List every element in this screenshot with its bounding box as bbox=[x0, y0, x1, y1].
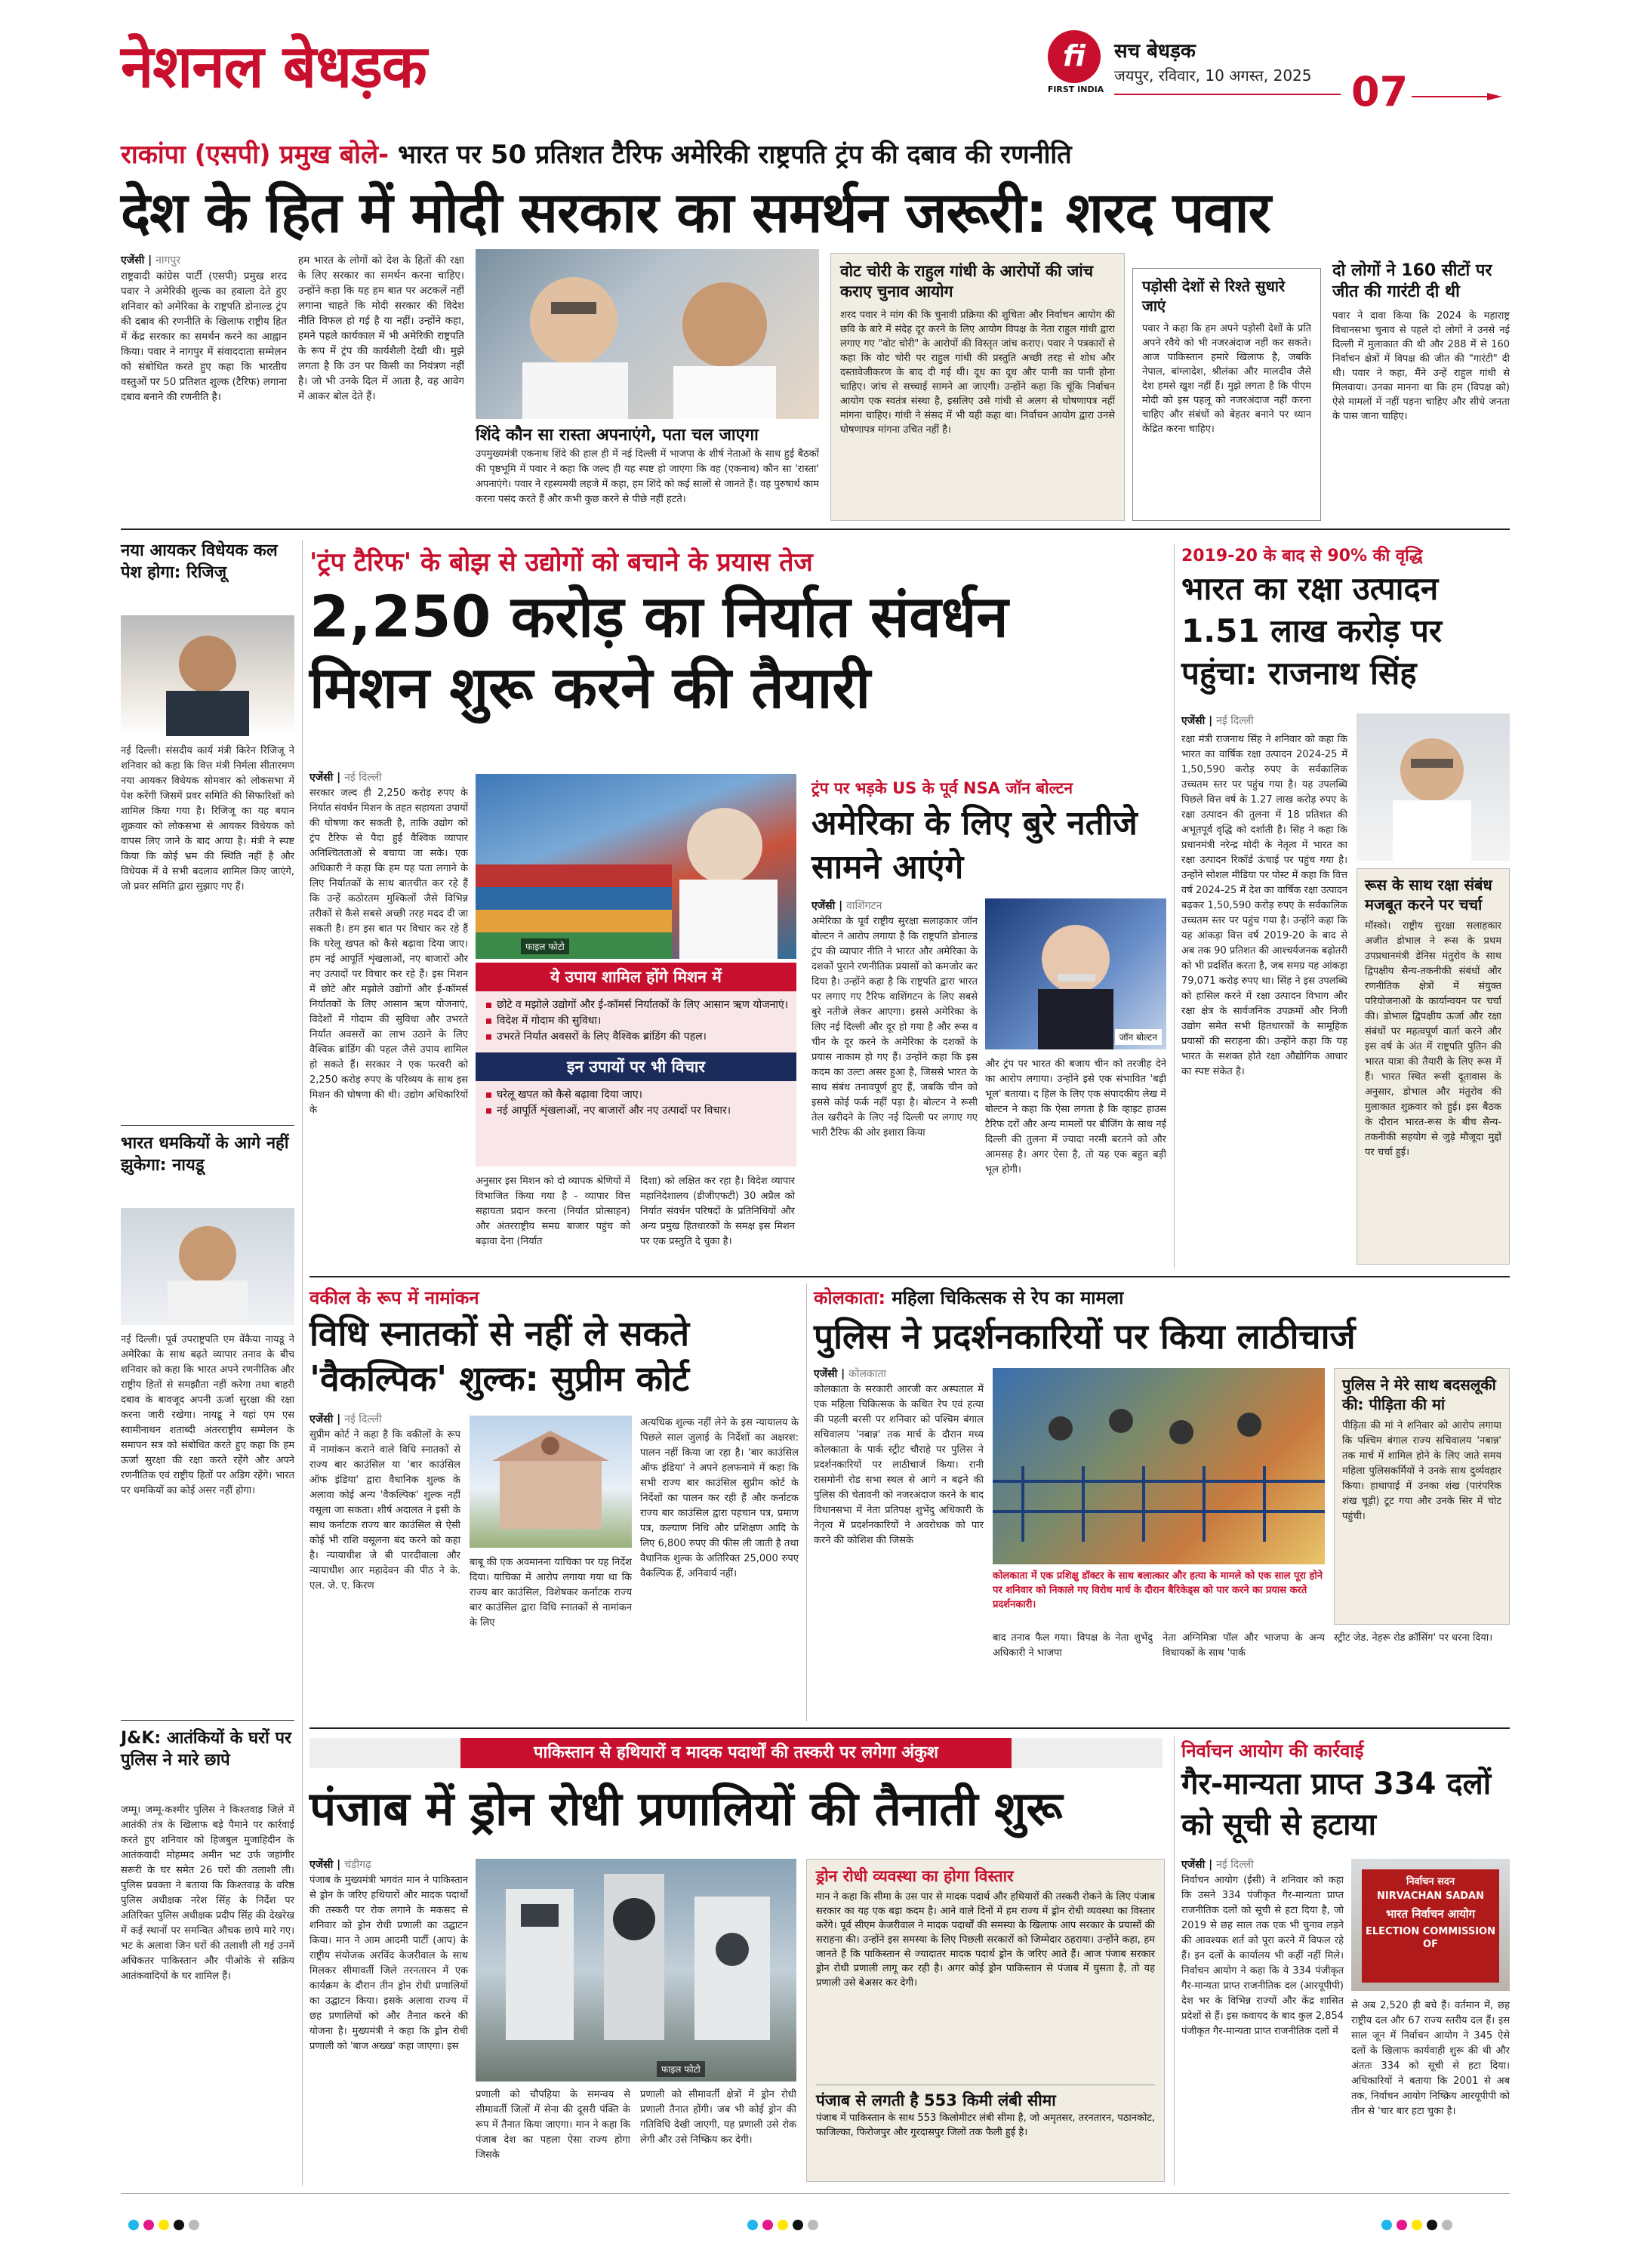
mother-title: पुलिस ने मेरे साथ बदसलूकी की: पीड़िता की मां bbox=[1342, 1376, 1496, 1413]
kolkata-col1: एजेंसी | कोलकाता कोलकाता के सरकारी आरजी कर अस्पताल में एक महिला चिकित्सक के कथित रेप एवं हत्या की पहली बरसी पर शनिवार को पश्चिम बंगाल सचिवालय 'नबान्न' तक मार्च के दौरान मध्य कोलकाता के पार्क स्ट्रीट चौराहे पर पुलिस ने प्रदर्शनकारियों पर लाठीचार्ज किया। रानी रासमोनी रोड सभा स्थल से आगे न बढ़ने की पुलिस की चेतावनी को नजरअंदाज करने के बाद विधानसभा में नेता प्रतिपक्ष शुभेंदु अधिकारी के नेतृत्व में प्रदर्शनकारियों ने अवरोधक को पार करने की कोशिश की जिसके bbox=[814, 1367, 984, 1721]
guarantee-box bbox=[1332, 260, 1510, 521]
lead-kicker-red: राकांपा (एसपी) प्रमुख बोले- bbox=[121, 140, 390, 170]
lead-col2-text: हम भारत के लोगों को देश के हितों की रक्षा के लिए सरकार का समर्थन करना चाहिए। उन्होंने कहा कि यह हम बात पर अटकलें नहीं लगाना चाहते कि मोदी सरकार की विदेश नीति विफल हो गई है या नहीं। उन्होंने कहा, हमने पहले कार्यकाल में भी अमेरिकी राष्ट्रपति के रूप में ट्रंप की कार्यशैली देखी थी। मुझे लगता है कि उन पर किसी का नियंत्रण नहीं है। जो भी उनके दिल में आता है, वह आवेग में आकर बोल देते हैं। bbox=[298, 254, 464, 402]
ec-col2: से अब 2,520 ही बचे हैं। वर्तमान में, छह राष्ट्रीय दल और 67 राज्य स्तरीय दल हैं। इस साल जून में निर्वाचन आयोग ने 345 ऐसे दलों के खिलाफ कार्यवाही शुरू की थी और अंततः 334 को सूची से हटा दिया। अधिकारियों ने बताया कि 2001 से अब तक, निर्वाचन आयोग निष्क्रिय आरयूपीपी को तीन से 'चार बार हटा चुका है। bbox=[1351, 2000, 1510, 2117]
measures-list-2 bbox=[476, 1081, 796, 1125]
shinde-text: उपमुख्यमंत्री एकनाथ शिंदे की हाल ही में नई दिल्ली में भाजपा के शीर्ष नेताओं के साथ हुई बैठकों की पृष्ठभूमि में पवार ने कहा कि जल्द ही यह स्पष्ट हो जाएगा कि वह (एकनाथ) कौन सा 'रास्ता' अपनाएंगे। पवार ने रहस्यमयी लहजे में कहा, हम शिंदे को कई सालों से जानते हैं। वह पुरुषार्थ काम करना पसंद करते हैं और कभी कुछ करने से पीछे नहीं हटते। bbox=[476, 448, 819, 505]
lead-kicker bbox=[121, 136, 1510, 171]
rajnath-col1: एजेंसी | नई दिल्ली bbox=[1181, 715, 1254, 727]
ec-sign-l5: OF bbox=[1423, 1939, 1438, 1950]
mid-divider bbox=[309, 1276, 1510, 1277]
drone-expansion-box bbox=[806, 1859, 1165, 2182]
pawar-photo-art bbox=[476, 249, 819, 419]
dateline-place: नई दिल्ली bbox=[344, 1413, 382, 1425]
left2-text: नई दिल्ली। पूर्व उपराष्ट्रपति एम वेंकैया नायडू ने अमेरिका के साथ बढ़ते व्यापार तनाव के बीच शनिवार को कहा कि भारत अपने रणनीतिक और राष्ट्रीय हितों से समझौता नहीं करेगा तथा बाहरी दबाव के बावजूद अपनी ऊर्जा सुरक्षा की रक्षा करना जारी रखेगा। नायडू ने यहां एम एस स्वामीनाथन शताब्दी अंतरराष्ट्रीय सम्मेलन के समापन सत्र को संबोधित करते हुए कहा कि हम ऊर्जा सुरक्षा की रक्षा करते रहेंगे और अपने रणनीतिक एवं राष्ट्रीय हितों पर अडिग रहेंगे। भारत पर धमकियों का कोई असर नहीं होगा। bbox=[121, 1334, 294, 1496]
left-divider-2 bbox=[121, 1720, 294, 1721]
border-title: पंजाब से लगती है 553 किमी लंबी सीमा bbox=[816, 2085, 1155, 2111]
bolton-caption: जॉन बोल्टन bbox=[1115, 1029, 1162, 1045]
measures-list-1 bbox=[476, 991, 796, 1051]
lead-divider bbox=[121, 528, 1510, 530]
punjab-headline: पंजाब में ड्रोन रोधी प्रणालियों की तैनाती शुरू bbox=[309, 1781, 1063, 1836]
kolkata-col3: नेता अग्निमित्रा पॉल और भाजपा के अन्य विधायकों के साथ 'पार्क bbox=[1163, 1632, 1325, 1659]
lead-col2 bbox=[298, 253, 464, 479]
ec-kicker: निर्वाचन आयोग की कार्रवाई bbox=[1181, 1740, 1364, 1761]
mother-text: पीड़िता की मां ने शनिवार को आरोप लगाया कि पश्चिम बंगाल राज्य सचिवालय 'नबान्न' तक मार्च में शामिल होने के लिए जाते समय महिला पुलिसकर्मियों ने उनके साथ दुर्व्यवहार किया। हाथापाई में उनका शंख (पारंपरिक शंख चूड़ी) टूट गया और उनके सिर में चोट पहुंची। bbox=[1342, 1420, 1501, 1522]
mission-headline-l1: 2,250 करोड़ का निर्यात संवर्धन bbox=[309, 583, 1009, 650]
footer-rule bbox=[121, 2193, 1510, 2194]
ec-sign-l4: ELECTION COMMISSION bbox=[1366, 1926, 1495, 1937]
ec-sign-l3: भारत निर्वाचन आयोग bbox=[1385, 1907, 1476, 1921]
shinde-caption: शिंदे कौन सा रास्ता अपनाएंगे, पता चल जाएगा bbox=[476, 426, 759, 445]
mission-kicker: 'ट्रंप टैरिफ' के बोझ से उद्योगों को बचाने के प्रयास तेज bbox=[309, 547, 813, 578]
byline: एजेंसी bbox=[309, 1859, 334, 1871]
measure-item: छोटे व मझोले उद्योगों और ई-कॉमर्स निर्यातकों के लिए आसान ऋण योजनाएं। bbox=[483, 997, 789, 1013]
brand-logo: fi bbox=[1048, 30, 1101, 83]
punjab-ec-rule bbox=[1174, 1736, 1175, 2186]
barricade-art bbox=[993, 1368, 1325, 1564]
ec-col1-text: निर्वाचन आयोग (ईसी) ने शनिवार को कहा कि उसने 334 पंजीकृत गैर-मान्यता प्राप्त राजनीतिक दलों को सूची से हटा दिया है, जो 2019 से छह साल तक एक भी चुनाव लड़ने की आवश्यक शर्त को पूरा करने में विफल रहे हैं। इन दलों के कार्यालय भी कहीं नहीं मिले। निर्वाचन आयोग ने कहा कि ये 334 पंजीकृत गैर-मान्यता प्राप्त राजनीतिक दल (आरयूपीपी) देश भर के विभिन्न राज्यों और केंद्र शासित प्रदेशों से हैं। इस कवायद के बाद कुल 2,854 पंजीकृत गैर-मान्यता प्राप्त राजनीतिक दलों में bbox=[1181, 1875, 1344, 2037]
byline: एजेंसी bbox=[1181, 715, 1206, 727]
court-headline-l2: 'वैकल्पिक' शुल्क: सुप्रीम कोर्ट bbox=[309, 1358, 690, 1399]
modi-port-photo bbox=[476, 774, 796, 959]
neighbours-text: पवार ने कहा कि हम अपने पड़ोसी देशों के प्रति अपने रवैये को भी नजरअंदाज नहीं कर सकते। आज पाकिस्तान हमारे खिलाफ है, जबकि नेपाल, बांग्लादेश, श्रीलंका और मालदीव जैसे देश हमसे खुश नहीं हैं। मुझे लगता है कि पीएम मोदी को इस पहलू को नजरअंदाज नहीं करना चाहिए और संबंधों को बेहतर बनाने पर ध्यान केंद्रित करना चाहिए। bbox=[1142, 323, 1311, 435]
left1-title: नया आयकर विधेयक कल पेश होगा: रिजिजू bbox=[121, 541, 278, 582]
lower-divider bbox=[309, 1727, 1510, 1729]
antenna-art bbox=[476, 1859, 796, 2082]
kolkata-col4: स्ट्रीट जेड. नेहरू रोड क्रॉसिंग' पर धरना दिया। bbox=[1334, 1632, 1493, 1644]
kolkata-kicker bbox=[814, 1285, 1508, 1310]
punjab-col2: प्रणाली को सीमावर्ती क्षेत्रों में ड्रोन रोधी प्रणाली तैनात होंगी। जब भी कोई ड्रोन की गतिविधि देखी जाएगी, यह प्रणाली उसे रोक लेगी और उसे निष्क्रिय कर देगी। bbox=[640, 2089, 796, 2146]
registration-marks-center bbox=[747, 2220, 818, 2230]
court-kolkata-rule bbox=[806, 1283, 807, 1721]
punjab-banner-text: पाकिस्तान से हथियारों व मादक पदार्थों की तस्करी पर लगेगा अंकुश bbox=[460, 1738, 1012, 1768]
punjab-col2b: प्रणाली को चौपहिया के समन्वय से सीमावर्ती जिलों में सेना की दूसरी पंक्ति के रूप में तैनात किया जाएगा। मान ने कहा कि पंजाब देश का पहला ऐसा राज्य होगा जिसके bbox=[476, 2089, 630, 2161]
kolkata-kicker-red: कोलकाता: bbox=[814, 1287, 886, 1308]
drone-expansion-title: ड्रोन रोधी व्यवस्था का होगा विस्तार bbox=[816, 1867, 1014, 1885]
kolkata-col2: बाद तनाव फैल गया। विपक्ष के नेता शुभेंदु अधिकारी ने भाजपा bbox=[993, 1632, 1153, 1659]
neighbours-title: पड़ोसी देशों से रिश्ते सुधारे जाएं bbox=[1142, 277, 1286, 315]
supreme-court-photo bbox=[470, 1416, 632, 1548]
lead-headline: देश के हित में मोदी सरकार का समर्थन जरूरी: शरद पवार bbox=[121, 180, 1270, 245]
center-right-rule bbox=[1174, 544, 1175, 1268]
neighbours-box bbox=[1132, 268, 1321, 521]
section-title-text: नेशनल बेधड़क bbox=[121, 33, 427, 101]
border-text: पंजाब में पाकिस्तान के साथ 553 किलोमीटर लंबी सीमा है, जो अमृतसर, तरनतारन, पठानकोट, फाजिल्का, फिरोजपुर और गुरदासपुर जिलों तक फैली हुई है। bbox=[816, 2112, 1155, 2138]
mission-headline bbox=[309, 581, 1163, 723]
mission-measures-box bbox=[476, 963, 796, 1166]
bolton-col1-text: अमेरिका के पूर्व राष्ट्रीय सुरक्षा सलाहकार जॉन बोल्टन ने आरोप लगाया है कि राष्ट्रपति डोनाल्ड ट्रंप की व्यापार नीति ने भारत और अमेरिका के दशकों पुराने रणनीतिक प्रयासों को कमजोर कर दिया है। उन्होंने कहा है कि राष्ट्रपति द्वारा भारत पर लगाए गए टैरिफ वाशिंगटन के लिए सबसे बुरे नतीजे लेकर आएगा। इससे अमेरिका के लिए नई दिल्ली और दूर हो गया है और रूस व चीन के दूर करने के अमेरिका के दशकों के प्रयास नाकाम हो गए हैं। उन्होंने कहा कि इस कदम का उल्टा असर हुआ है, जिससे भारत के साथ संबंध तनावपूर्ण हुए हैं, जबकि चीन को इससे कोई फर्क नहीं पड़ा है। बोल्टन ने रूसी तेल खरीदने के लिए नई दिल्ली पर लगाए गए भारी टैरिफ की ओर इशारा किया bbox=[811, 916, 978, 1139]
dateline: जयपुर, रविवार, 10 अगस्त, 2025 bbox=[1114, 66, 1312, 85]
mission-headline-l2: मिशन शुरू करने की तैयारी bbox=[309, 654, 871, 721]
rajnath-kicker: 2019-20 के बाद से 90% की वृद्धि bbox=[1181, 547, 1423, 565]
dateline-place: चंडीगढ़ bbox=[344, 1859, 371, 1871]
pen-nib-icon bbox=[1412, 89, 1502, 95]
lead-col1: एजेंसी | नागपुर राष्ट्रवादी कांग्रेस पार्टी (एसपी) प्रमुख शरद पवार ने अमेरिकी शुल्क का हवाला देते हुए शनिवार को अमेरिका के राष्ट्रपति डोनाल्ड ट्रंप की दबाव की रणनीति के खिलाफ राष्ट्रीय हित में केंद्र सरकार का समर्थन करने का आह्वान किया। पवार ने नागपुर में संवाददाता सम्मेलन को संबोधित करते हुए कहा कि भारतीय वस्तुओं पर 50 प्रतिशत शुल्क (टैरिफ) लगाना दबाव बनाने की रणनीति है। bbox=[121, 253, 287, 479]
court-col3: अत्यधिक शुल्क नहीं लेने के इस न्यायालय के पिछले साल जुलाई के निर्देशों का अक्षरश: पालन नहीं किया जा रहा है। 'बार काउंसिल ऑफ इंडिया' ने अपने हलफनामे में कहा कि सभी राज्य बार काउंसिल सुप्रीम कोर्ट के निर्देशों का पालन कर रही हैं और कर्नाटक राज्य बार काउंसिल द्वारा पहचान पत्र, प्रमाण पत्र, कल्याण निधि और प्रशिक्षण आदि के लिए 6,800 रुपए की फीस ली जाती है तथा वैधानिक शुल्क के अतिरिक्त 25,000 रुपए वैकल्पिक हैं, अनिवार्य नहीं। bbox=[640, 1417, 799, 1579]
left-brief-1 bbox=[121, 540, 294, 1121]
court-col2: बाबू की एक अवमानना याचिका पर यह निर्देश दिया। याचिका में आरोप लगाया गया था कि राज्य बार काउंसिल, विशेषकर कर्नाटक राज्य बार काउंसिल द्वारा विधि स्नातकों से नामांकन के लिए bbox=[470, 1557, 632, 1629]
rajnath-headline: भारत का रक्षा उत्पादन 1.51 लाख करोड़ पर पहुंचा: राजनाथ सिंह bbox=[1181, 570, 1443, 692]
measure-item: घरेलू खपत को कैसे बढ़ावा दिया जाए। bbox=[483, 1087, 789, 1103]
left3-title: J&K: आतंकियों के घरों पर पुलिस ने मारे छापे bbox=[121, 1729, 292, 1770]
dateline-place: कोलकाता bbox=[848, 1368, 886, 1380]
pawar-photo bbox=[476, 249, 819, 419]
bolton-photo bbox=[985, 898, 1166, 1049]
protest-photo-caption: कोलकाता में एक प्रशिक्षु डॉक्टर के साथ बलात्कार और हत्या के मामले को एक साल पूरा होने पर शनिवार को निकाले गए विरोध मार्च के दौरान बैरिकेड्स को पार करने का प्रयास करते प्रदर्शनकारी। bbox=[993, 1570, 1323, 1610]
mission-col1-text: सरकार जल्द ही 2,250 करोड़ रुपए के निर्यात संवर्धन मिशन के तहत सहायता उपायों की घोषणा कर सकती है, ताकि उद्योग को ट्रंप टैरिफ से पैदा हुई वैश्विक व्यापार अनिश्चितताओं से बचाया जा सके। एक अधिकारी ने कहा कि हम यह पता लगाने के लिए निर्यातकों के साथ बातचीत कर रहे हैं कि उन्हें कठोरतम मुश्किलों जैसे विभिन्न तरीकों से कैसे सबसे अच्छी तरह मदद दी जा सकती है। हम इस बात पर विचार कर रहे हैं कि घरेलू खपत को कैसे बढ़ावा दिया जाए। हम नई आपूर्ति शृंखलाओं, नए बाजारों और नए उत्पादों पर विचार कर रहे हैं। इस मिशन में छोटे और मझोले उद्योगों और ई-कॉमर्स निर्यातकों के लिए आसान ऋण योजनाएं, विदेशों में गोदाम की सुविधा और उभरते निर्यात अवसरों का लाभ उठाने के लिए वैश्विक ब्रांडिंग की पहल जैसे उपाय शामिल हो सकते हैं। सरकार ने एक फरवरी को 2,250 करोड़ रुपए के परिव्यय के साथ इस मिशन की घोषणा की थी। उद्योग अधिकारियों के bbox=[309, 787, 468, 1116]
left1-text: नई दिल्ली। संसदीय कार्य मंत्री किरेन रिजिजू ने शनिवार को कहा कि वित्त मंत्री निर्मला सीतारमण नया आयकर विधेयक सोमवार को लोकसभा में पेश करेंगी जिसमें प्रवर समिति की सिफारिशों को शामिल किया गया है। रिजिजू का यह बयान शुक्रवार को लोकसभा से आयकर विधेयक को वापस लिए जाने के बाद आया है। मंत्री ने स्पष्ट किया कि कोई भ्रम की स्थिति नहीं है और विधेयक में वे सभी बदलाव शामिल किए जाएंगे, जो प्रवर समिति द्वारा सुझाए गए हैं। bbox=[121, 745, 294, 892]
ec-sign bbox=[1362, 1869, 1499, 1983]
punjab-col1-text: पंजाब के मुख्यमंत्री भगवंत मान ने पाकिस्तान से ड्रोन के जरिए हथियारों और मादक पदार्थों की तस्करी पर रोक लगाने के मकसद से शनिवार को ड्रोन रोधी प्रणाली का उद्घाटन किया। मान ने आम आदमी पार्टी (आप) के राष्ट्रीय संयोजक अरविंद केजरीवाल के साथ मिलकर सीमावर्ती जिले तरनतारन में एक कार्यक्रम के दौरान तीन ड्रोन रोधी प्रणालियों का उद्घाटन किया। इसके अलावा राज्य में छह प्रणालियों को और तैनात करने की योजना है। मुख्यमंत्री ने कहा कि ड्रोन रोधी प्रणाली को 'बाज अख्ख' कहा जाएगा। इस bbox=[309, 1875, 468, 2052]
naidu-photo bbox=[121, 1208, 294, 1325]
kolkata-kicker-text: महिला चिकित्सक से रेप का मामला bbox=[892, 1287, 1124, 1308]
mission-col3: दिशा) को लक्षित कर रहा है। विदेश व्यापार महानिदेशालय (डीजीएफटी) 30 अप्रैल को निर्यात संवर्धन परिषदों के प्रतिनिधियों और अन्य प्रमुख हितधारकों के समक्ष इस मिशन पर एक प्रस्तुति दे चुका है। bbox=[640, 1176, 795, 1247]
vote-chori-text: शरद पवार ने मांग की कि चुनावी प्रक्रिया की शुचिता और निर्वाचन आयोग की छवि के बारे में संदेह दूर करने के लिए आयोग विपक्ष के नेता राहुल गांधी द्वारा लगाए गए "वोट चोरी" के आरोपों की विस्तृत जांच कराए। पवार ने पत्रकारों से कहा कि वोट चोरी पर राहुल गांधी की प्रस्तुति अच्छी तरह से शोध और दस्तावेजीकरण के बाद दी गई थी। दूध का दूध और पानी का पानी होना चाहिए। जांच से सच्चाई सामने आ जाएगी। उन्होंने कहा कि चूंकि निर्वाचन आयोग एक स्वतंत्र संस्था है, इसलिए उसे गांधी से अलग से घोषणापत्र नहीं मांगना चाहिए। गांधी ने संसद में भी यही कहा था। निर्वाचन आयोग द्वारा उनसे घोषणापत्र मांगना उचित नहीं है। bbox=[840, 310, 1115, 436]
drone-expansion-text: मान ने कहा कि सीमा के उस पार से मादक पदार्थ और हथियारों की तस्करी रोकने के लिए पंजाब सरकार का यह एक बड़ा कदम है। आने वाले दिनों में हम राज्य में ड्रोन रोधी व्यवस्था का विस्तार करेंगे। पूर्व सीएम केजरीवाल ने मादक पदार्थों की समस्या के खिलाफ आप सरकार के प्रयासों की सराहना की। उन्होंने इस समस्या के लिए पिछली सरकारों को जिम्मेदार ठहराया। उन्होंने कहा, हम जानते हैं कि पाकिस्तान से ज्यादातर मादक पदार्थ ड्रोन के जरिए आते हैं। आज पंजाब सरकार ड्रोन रोधी प्रणाली लागू कर रही है। अगर कोई ड्रोन पाकिस्तान से पंजाब में घुसता है, तो यह प्रणाली उसे बेअसर कर देगी। bbox=[816, 1891, 1155, 1989]
court-col1-text: सुप्रीम कोर्ट ने कहा है कि वकीलों के रूप में नामांकन कराने वाले विधि स्नातकों से राज्य बार काउंसिल या 'बार काउंसिल ऑफ इंडिया' द्वारा वैधानिक शुल्क के अलावा कोई अन्य 'वैकल्पिक' शुल्क नहीं वसूला जा सकता। शीर्ष अदालत ने इसी के साथ कर्नाटक राज्य बार काउंसिल से ऐसी कोई भी राशि वसूलना बंद करने को कहा है। न्यायाधीश जे बी पारदीवाला और न्यायाधीश आर महादेवन की पीठ ने के. एल. जे. ए. किरण bbox=[309, 1429, 460, 1592]
lead-col1-text: राष्ट्रवादी कांग्रेस पार्टी (एसपी) प्रमुख शरद पवार ने अमेरिकी शुल्क का हवाला देते हुए शनिवार को अमेरिका के राष्ट्रपति डोनाल्ड ट्रंप की दबाव की रणनीति के खिलाफ राष्ट्रीय हित में केंद्र सरकार का समर्थन करने का आह्वान किया। पवार ने नागपुर में संवाददाता सम्मेलन को संबोधित करते हुए कहा कि भारतीय वस्तुओं पर 50 प्रतिशत शुल्क (टैरिफ) लगाना दबाव बनाने की रणनीति है। bbox=[121, 270, 287, 403]
byline: एजेंसी bbox=[814, 1368, 838, 1380]
byline: एजेंसी bbox=[309, 772, 334, 784]
byline: एजेंसी bbox=[121, 254, 145, 267]
vote-chori-box bbox=[830, 253, 1125, 521]
measures-title-2: इन उपायों पर भी विचार bbox=[476, 1052, 796, 1081]
page-number: 07 bbox=[1351, 68, 1409, 116]
masthead bbox=[0, 0, 1626, 125]
rijiju-photo bbox=[121, 615, 294, 736]
left-vertical-rule bbox=[302, 540, 303, 2186]
dateline-place: नागपुर bbox=[156, 254, 181, 267]
left-brief-2 bbox=[121, 1132, 294, 1718]
punjab-col1: एजेंसी | चंडीगढ़ पंजाब के मुख्यमंत्री भगवंत मान ने पाकिस्तान से ड्रोन के जरिए हथियारों और मादक पदार्थों की तस्करी पर रोक लगाने के मकसद से शनिवार को ड्रोन रोधी प्रणाली का उद्घाटन किया। मान ने आम आदमी पार्टी (आप) के राष्ट्रीय संयोजक अरविंद केजरीवाल के साथ मिलकर सीमावर्ती जिले तरनतारन में एक कार्यक्रम के दौरान तीन ड्रोन रोधी प्रणालियों का उद्घाटन किया। इसके अलावा राज्य में छह प्रणालियों को और तैनात करने की योजना है। मुख्यमंत्री ने कहा कि ड्रोन रोधी प्रणाली को 'बाज अख्ख' कहा जाएगा। इस bbox=[309, 1857, 468, 2182]
russia-text: मॉस्को। राष्ट्रीय सुरक्षा सलाहकार अजीत डोभाल ने रूस के प्रथम उपप्रधानमंत्री डेनिस मंतुरोव के साथ द्विपक्षीय सैन्य-तकनीकी संबंधों और रणनीतिक क्षेत्रों में संयुक्त परियोजनाओं के कार्यान्वयन पर चर्चा की। डोभाल द्विपक्षीय ऊर्जा और रक्षा संबंधों पर महत्वपूर्ण वार्ता करने और इस वर्ष के अंत में राष्ट्रपति पुतिन की भारत यात्रा की तैयारी के लिए रूस में हैं। भारत स्थित रूसी दूतावास के अनुसार, डोभाल और मंतुरोव की मुलाकात शुक्रवार को हुई। इस बैठक के दौरान भारत-रूस के बीच सैन्य-तकनीकी सहयोग से जुड़े मौजूदा मुद्दों पर चर्चा हुई। bbox=[1365, 920, 1501, 1158]
dateline-place: नई दिल्ली bbox=[1216, 1859, 1254, 1871]
russia-box bbox=[1357, 868, 1510, 1265]
bolton-kicker: ट्रंप पर भड़के US के पूर्व NSA जॉन बोल्टन bbox=[811, 779, 1073, 797]
measures-title-1: ये उपाय शामिल होंगे मिशन में bbox=[476, 963, 796, 991]
left2-title: भारत धमकियों के आगे नहीं झुकेगा: नायडू bbox=[121, 1134, 289, 1175]
court-col1: एजेंसी | नई दिल्ली सुप्रीम कोर्ट ने कहा है कि वकीलों के रूप में नामांकन कराने वाले विधि स्नातकों से राज्य बार काउंसिल या 'बार काउंसिल ऑफ इंडिया' द्वारा वैधानिक शुल्क के अलावा कोई अन्य 'वैकल्पिक' शुल्क नहीं वसूला जा सकता। शीर्ष अदालत ने इसी के साथ कर्नाटक राज्य बार काउंसिल से ऐसी कोई भी राशि वसूलना बंद करने को कहा है। न्यायाधीश जे बी पारदीवाला और न्यायाधीश आर महादेवन की पीठ ने के. एल. जे. ए. किरण bbox=[309, 1412, 460, 1721]
bolton-col2: और ट्रंप पर भारत की बजाय चीन को तरजीह देने का आरोप लगाया। उन्होंने इसे एक संभावित 'बड़ी भूल' बताया। द हिल के लिए एक संपादकीय लेख में बोल्टन ने कहा कि ऐसा लगता है कि व्हाइट हाउस टैरिफ दरों और अन्य मामलों पर बीजिंग के साथ नई दिल्ली की तुलना में ज्यादा नरमी बरतने को और आमसह है। अगर ऐसा है, तो यह एक बहुत बड़ी भूल होगी। bbox=[985, 1059, 1166, 1176]
kolkata-headline: पुलिस ने प्रदर्शनकारियों पर किया लाठीचार्ज bbox=[814, 1316, 1356, 1357]
protest-photo bbox=[993, 1368, 1325, 1564]
rajnath-col1-text: रक्षा मंत्री राजनाथ सिंह ने शनिवार को कहा कि भारत का वार्षिक रक्षा उत्पादन 2024-25 में 1,50,590 करोड़ रुपए के सर्वकालिक उच्चतम स्तर पर पहुंच गया है। यह उपलब्धि पिछले वित्त वर्ष के 1.27 लाख करोड़ रुपए के रक्षा उत्पादन की तुलना में 18 प्रतिशत की अभूतपूर्व वृद्धि को दर्शाती है। सिंह ने कहा कि प्रधानमंत्री नरेन्द्र मोदी के नेतृत्व में भारत का रक्षा उत्पादन रिकॉर्ड ऊंचाई पर पहुंच गया है। उन्होंने सोशल मीडिया पर पोस्ट में कहा कि वित्त वर्ष 2024-25 में देश का वार्षिक रक्षा उत्पादन बढ़कर 1,50,590 करोड़ रुपए के सर्वकालिक उच्चतम स्तर पर पहुंच गया है। उन्होंने कहा कि यह आंकड़ा वित्त वर्ष 2019-20 के बाद से अब तक 90 प्रतिशत की आश्चर्यजनक बढ़ोतरी को भी प्रदर्शित करता है, जब समग्र यह आंकड़ा 79,071 करोड़ रुपए था। सिंह ने इस उपलब्धि को हासिल करने में रक्षा उत्पादन विभाग और रक्षा क्षेत्र के सार्वजनिक उपक्रमों और निजी उद्योग समेत सभी हितधारकों के सामूहिक प्रयासों की सराहना की। उन्होंने कहा कि यह भारत के सशक्त होते रक्षा औद्योगिक आधार का स्पष्ट संकेत है। bbox=[1181, 734, 1347, 1077]
registration-marks-left bbox=[128, 2220, 199, 2230]
punjab-banner bbox=[309, 1738, 1163, 1768]
mission-col2: अनुसार इस मिशन को दो व्यापक श्रेणियों में विभाजित किया गया है - व्यापार वित्त सहायता प्रदान करना (निर्यात प्रोत्साहन) और अंतरराष्ट्रीय समग्र बाजार पहुंच को बढ़ावा देना (निर्यात bbox=[476, 1176, 630, 1247]
registration-marks-right bbox=[1381, 2220, 1452, 2230]
ec-sign-l2: NIRVACHAN SADAN bbox=[1376, 1891, 1484, 1902]
byline: एजेंसी bbox=[811, 900, 836, 912]
dateline-place: नई दिल्ली bbox=[1216, 715, 1254, 727]
ec-building-photo bbox=[1351, 1859, 1510, 1991]
russia-title: रूस के साथ रक्षा संबंध मजबूत करने पर चर्चा bbox=[1365, 876, 1492, 914]
court-headline-l1: विधि स्नातकों से नहीं ले सकते bbox=[309, 1313, 690, 1354]
court-kicker: वकील के रूप में नामांकन bbox=[309, 1287, 479, 1308]
measure-item: नई आपूर्ति शृंखलाओं, नए बाजारों और नए उत्पादों पर विचार। bbox=[483, 1103, 789, 1119]
dateline-place: नई दिल्ली bbox=[344, 772, 382, 784]
ec-sign-l1: निर्वाचन सदन bbox=[1406, 1876, 1455, 1887]
section-title bbox=[121, 24, 427, 104]
left-brief-3 bbox=[121, 1727, 294, 2180]
guarantee-text: पवार ने दावा किया कि 2024 के महाराष्ट्र विधानसभा चुनाव से पहले दो लोगों ने उनसे नई दिल्ली में मुलाकात की थी और 288 में से 160 निर्वाचन क्षेत्रों में विपक्ष की जीत की "गारंटी" दी थी। पवार ने कहा, मैंने उन्हें राहुल गांधी से मिलवाया। उनका मानना था कि हम (विपक्ष को) ऐसे मामलों में नहीं पड़ना चाहिए और सीधे जनता के पास जाना चाहिए। bbox=[1332, 310, 1510, 422]
byline: एजेंसी bbox=[309, 1413, 334, 1425]
bolton-headline: अमेरिका के लिए बुरे नतीजे सामने आएंगे bbox=[811, 804, 1138, 886]
vote-chori-title: वोट चोरी के राहुल गांधी के आरोपों की जांच कराए चुनाव आयोग bbox=[840, 262, 1094, 300]
left3-text: जम्मू। जम्मू-कश्मीर पुलिस ने किश्तवाड़ जिले में आतंकी तंत्र के खिलाफ बड़े पैमाने पर कार्रवाई करते हुए शनिवार को हिजबुल मुजाहिदीन के आतंकवादी मोहम्मद अमीन भट उर्फ जहांगीर सरूरी के घर समेत 26 घरों की तलाशी ली। पुलिस प्रवक्ता ने बताया कि किश्तवाड़ के वरिष्ठ पुलिस अधीक्षक नरेश सिंह के निर्देश पर अतिरिक्त पुलिस अधीक्षक प्रदीप सिंह की देखरेख में कई स्थानों पर समन्वित औचक छापे मारे गए। भट के अलावा जिन घरों की तलाशी ली गई उनमें अधिकतर पाकिस्तान और पीओके से सक्रिय आतंकवादियों के घर शामिल हैं। bbox=[121, 1804, 294, 1982]
container-art bbox=[476, 774, 796, 959]
photo-credit: फाइल फोटो bbox=[657, 2061, 705, 2077]
ec-headline: गैर-मान्यता प्राप्त 334 दलों को सूची से हटाया bbox=[1181, 1767, 1492, 1842]
court-headline bbox=[309, 1311, 800, 1401]
drone-system-photo bbox=[476, 1859, 796, 2082]
masthead-rule bbox=[1114, 94, 1341, 95]
left-divider-1 bbox=[121, 1125, 294, 1126]
dateline-place: वाशिंगटन bbox=[846, 900, 882, 912]
bolton-col1: एजेंसी | वाशिंगटन अमेरिका के पूर्व राष्ट्रीय सुरक्षा सलाहकार जॉन बोल्टन ने आरोप लगाया है कि राष्ट्रपति डोनाल्ड ट्रंप की व्यापार नीति ने भारत और अमेरिका के दशकों पुराने रणनीतिक प्रयासों को कमजोर कर दिया है। उन्होंने कहा है कि राष्ट्रपति द्वारा भारत पर लगाए गए टैरिफ वाशिंगटन के लिए सबसे बुरे नतीजे लेकर आएगा। इससे अमेरिका के लिए नई दिल्ली और दूर हो गया है और रूस व चीन के दूर करने के अमेरिका के दशकों के प्रयास नाकाम हो गए हैं। उन्होंने कहा कि इस कदम का उल्टा असर हुआ है, जिससे भारत के साथ संबंध तनावपूर्ण हुए हैं, जबकि चीन को इससे कोई फर्क नहीं पड़ा है। बोल्टन ने रूसी तेल खरीदने के लिए नई दिल्ली पर लगाए गए भारी टैरिफ की ओर इशारा किया bbox=[811, 898, 978, 1268]
ec-col1: एजेंसी | नई दिल्ली निर्वाचन आयोग (ईसी) ने शनिवार को कहा कि उसने 334 पंजीकृत गैर-मान्यता प्राप्त राजनीतिक दलों को सूची से हटा दिया है, जो 2019 से छह साल तक एक भी चुनाव लड़ने की आवश्यक शर्त को पूरा करने में विफल रहे हैं। इन दलों के कार्यालय भी कहीं नहीं मिले। निर्वाचन आयोग ने कहा कि ये 334 पंजीकृत गैर-मान्यता प्राप्त राजनीतिक दल (आरयूपीपी) देश भर के विभिन्न राज्यों और केंद्र शासित प्रदेशों से हैं। इस कवायद के बाद कुल 2,854 पंजीकृत गैर-मान्यता प्राप्त राजनीतिक दलों में bbox=[1181, 1857, 1344, 2182]
kolkata-col1-text: कोलकाता के सरकारी आरजी कर अस्पताल में एक महिला चिकित्सक के कथित रेप एवं हत्या की पहली बरसी पर शनिवार को पश्चिम बंगाल सचिवालय 'नबान्न' तक मार्च के दौरान मध्य कोलकाता के पार्क स्ट्रीट चौराहे पर पुलिस ने प्रदर्शनकारियों पर लाठीचार्ज किया। रानी रासमोनी रोड सभा स्थल से आगे न बढ़ने की पुलिस की चेतावनी को नजरअंदाज करने के बाद विधानसभा में नेता प्रतिपक्ष शुभेंदु अधिकारी के नेतृत्व में प्रदर्शनकारियों ने अवरोधक को पार करने की कोशिश की जिसके bbox=[814, 1384, 984, 1546]
guarantee-title: दो लोगों ने 160 सीटों पर जीत की गारंटी दी थी bbox=[1332, 261, 1492, 301]
mission-col1: एजेंसी | नई दिल्ली सरकार जल्द ही 2,250 करोड़ रुपए के निर्यात संवर्धन मिशन के तहत सहायता उपायों की घोषणा कर सकती है, ताकि उद्योग को ट्रंप टैरिफ से पैदा हुई वैश्विक व्यापार अनिश्चितताओं से बचाया जा सके। एक अधिकारी ने कहा कि हम यह पता लगाने के लिए निर्यातकों के साथ बातचीत कर रहे हैं कि उन्हें कठोरतम मुश्किलों जैसे विभिन्न तरीकों से कैसे सबसे अच्छी तरह मदद दी जा सकती है। हम इस बात पर विचार कर रहे हैं कि घरेलू खपत को कैसे बढ़ावा दिया जाए। हम नई आपूर्ति शृंखलाओं, नए बाजारों और नए उत्पादों पर विचार कर रहे हैं। इस मिशन में छोटे और मझोले उद्योगों और ई-कॉमर्स निर्यातकों के लिए आसान ऋण योजनाएं, विदेशों में गोदाम की सुविधा और उभरते निर्यात अवसरों का लाभ उठाने के लिए वैश्विक ब्रांडिंग की पहल जैसे उपाय शामिल हो सकते हैं। सरकार ने एक फरवरी को 2,250 करोड़ रुपए के परिव्यय के साथ इस मिशन की घोषणा की थी। उद्योग अधिकारियों के bbox=[309, 770, 468, 1163]
brand-tag: सच बेधड़क bbox=[1114, 40, 1196, 63]
rajnath-photo bbox=[1357, 713, 1510, 861]
brand-name: FIRST INDIA bbox=[1047, 85, 1104, 94]
measure-item: उभरते निर्यात अवसरों के लिए वैश्विक ब्रांडिंग की पहल। bbox=[483, 1029, 789, 1045]
mother-box bbox=[1334, 1368, 1510, 1625]
byline: एजेंसी bbox=[1181, 1859, 1206, 1871]
measure-item: विदेश में गोदाम की सुविधा। bbox=[483, 1013, 789, 1029]
lead-kicker-text: भारत पर 50 प्रतिशत टैरिफ अमेरिकी राष्ट्रपति ट्रंप की दबाव की रणनीति bbox=[397, 140, 1072, 170]
photo-credit: फाइल फोटो bbox=[521, 938, 569, 954]
